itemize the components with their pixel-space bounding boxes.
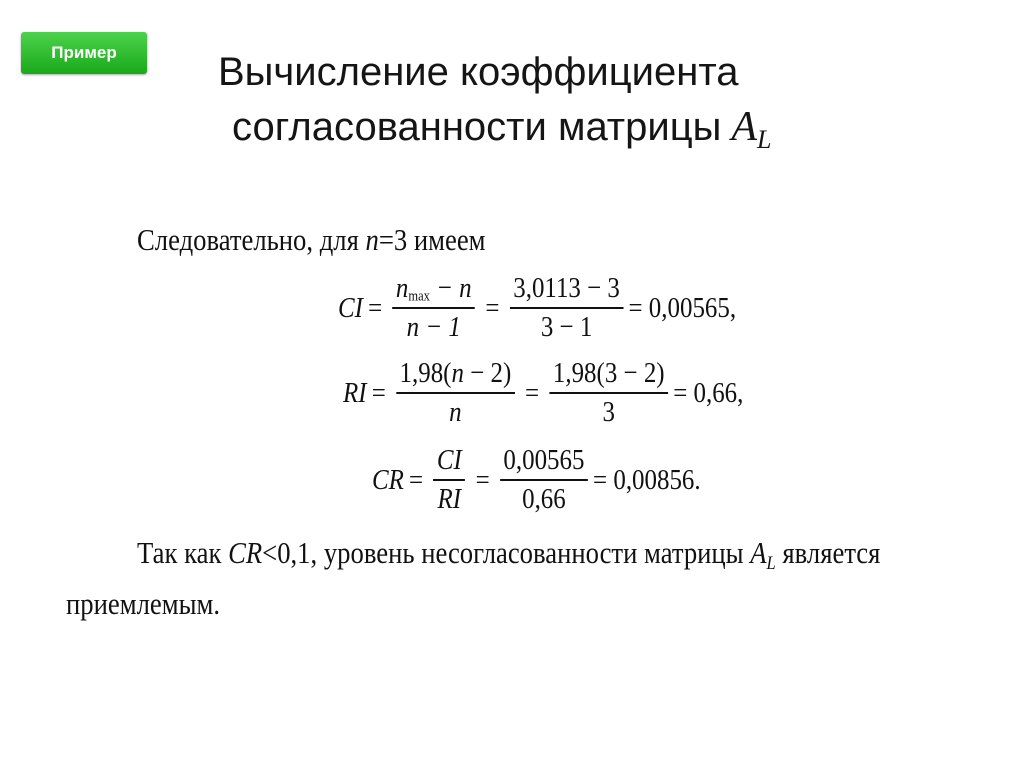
cr-fraction-symbolic: [433, 444, 465, 516]
equals-sign: =: [475, 463, 490, 496]
cr-lhs: CR: [372, 463, 404, 496]
cr-num-value: 0,00565: [500, 444, 588, 481]
ri-numerator: 1,98(n − 2): [396, 357, 515, 394]
example-badge: Пример: [21, 32, 147, 74]
conclusion-text: Так как CR<0,1, уровень несогласованности матрицы $A_L$ является: [137, 535, 881, 574]
ri-den-value: 3: [602, 396, 615, 428]
intro-text: Следовательно, для n=3 имеем: [137, 222, 486, 257]
ci-denominator: n − 1: [406, 311, 461, 344]
ri-result: = 0,66,: [673, 376, 744, 409]
var-n: n: [365, 222, 379, 257]
ci-fraction-symbolic: [392, 272, 475, 345]
var-cr: CR: [228, 535, 263, 570]
cr-fraction-numeric: [500, 444, 588, 516]
ri-num-value: 1,98(3 − 2): [549, 357, 668, 394]
matrix-subscript: L: [757, 124, 772, 154]
conclusion-text-line2: приемлемым.: [66, 586, 221, 621]
ci-result: = 0,00565,: [628, 291, 737, 324]
cr-den-value: 0,66: [522, 483, 566, 515]
slide-title-line1: Вычисление коэффициента: [218, 50, 739, 94]
cr-denominator: RI: [437, 483, 462, 515]
ri-lhs: RI: [343, 376, 367, 409]
ci-fraction-numeric: [510, 272, 624, 344]
matrix-symbol: $A_L$: [731, 104, 772, 154]
ci-formula: [338, 270, 736, 346]
slide-title-text: согласованности матрицы: [232, 105, 722, 149]
equals-sign: =: [525, 376, 540, 409]
ri-formula: [343, 355, 743, 431]
equals-sign: =: [371, 376, 386, 409]
cr-numerator: CI: [433, 444, 465, 481]
ci-den-value: 3 − 1: [540, 311, 593, 343]
equals-sign: =: [368, 291, 383, 324]
ci-num-value: 3,0113 − 3: [510, 272, 624, 309]
equals-sign: =: [485, 291, 500, 324]
ri-denominator: n: [449, 396, 462, 428]
cr-result: = 0,00856.: [593, 463, 701, 496]
ri-fraction-numeric: [549, 357, 668, 429]
equals-sign: =: [409, 463, 424, 496]
ci-lhs: CI: [338, 291, 363, 324]
matrix-symbol-inline: $A_L$: [750, 535, 776, 574]
ci-numerator: nmax − n: [392, 272, 475, 310]
cr-formula: [372, 442, 701, 518]
ri-fraction-symbolic: [396, 357, 515, 429]
slide-title-line2: [232, 106, 772, 153]
